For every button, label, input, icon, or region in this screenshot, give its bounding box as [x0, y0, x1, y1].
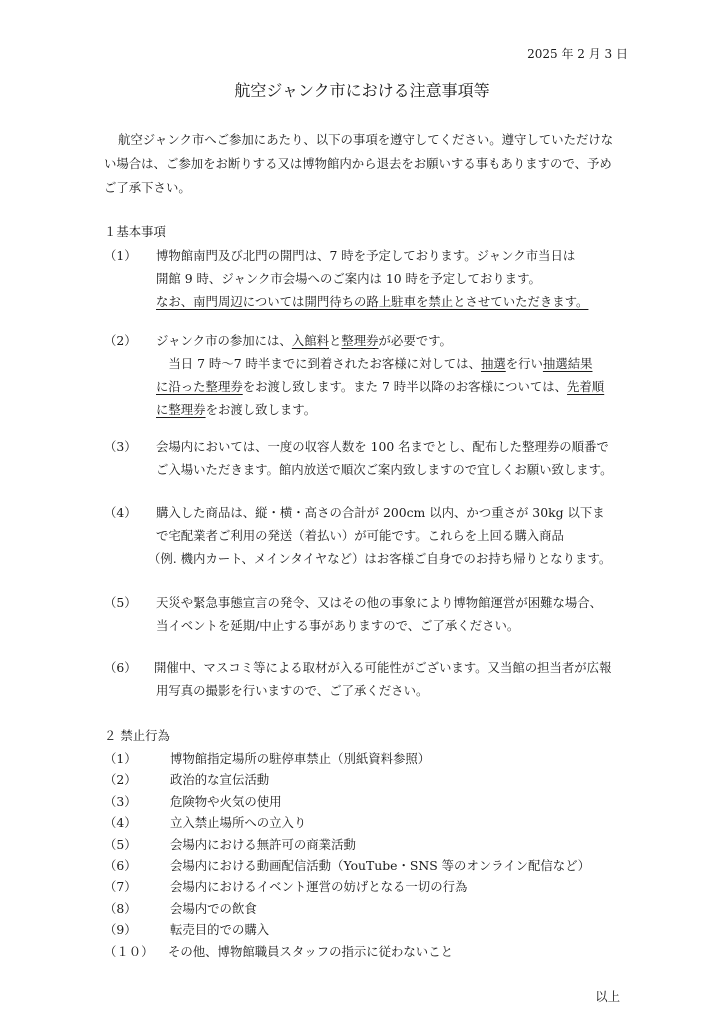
- section-1-item-line: [154, 658, 611, 676]
- section-2-item-text: 会場内におけるイベント運営の妨げとなる一切の行為: [170, 879, 468, 894]
- body-text: をお渡し致します。: [205, 402, 317, 417]
- section-2-heading: ２ 禁止行為: [104, 728, 170, 743]
- section-1-item-line: [156, 437, 609, 455]
- body-text: 博物館南門及び北門の開門は、7 時を予定しております。ジャンク市当日は: [156, 248, 576, 263]
- intro-line-3: ご了承下さい。: [104, 180, 191, 195]
- section-2-item-number: （6）: [104, 858, 137, 873]
- body-text: 会場内においては、一度の収容人数を 100 名までとし、配布した整理券の順番で: [156, 439, 609, 454]
- section-1-item-line: [156, 681, 428, 699]
- section-2-item-text: 会場内における無許可の商業活動: [170, 837, 356, 852]
- body-text: 天災や緊急事態宣言の発令、又はその他の事象により博物館運営が困難な場合、: [156, 595, 603, 610]
- section-2-item-number: （5）: [104, 837, 137, 852]
- body-text: 当イベントを延期/中止する事がありますので、ご了承ください。: [156, 618, 520, 633]
- section-2-item-number: （9）: [104, 922, 137, 937]
- underlined-text: 抽選結果: [542, 356, 593, 371]
- section-1-item-line: [156, 354, 592, 372]
- section-1-item-line: [156, 400, 316, 418]
- section-2-item-text: 会場内での飲食: [170, 901, 257, 916]
- underlined-text: に整理券: [156, 402, 206, 417]
- section-2-item-number: （4）: [104, 815, 137, 830]
- body-text: が必要です。: [378, 333, 452, 348]
- underlined-text: 先着順: [567, 379, 605, 394]
- section-2-item-text: 政治的な宣伝活動: [170, 772, 270, 787]
- document-date: 2025 年 2 月 3 日: [527, 47, 628, 61]
- section-1-item-line: [156, 593, 602, 611]
- section-1-item-number: （3）: [104, 439, 137, 454]
- body-text: ご入場いただきます。館内放送で順次ご案内致しますので宜しくお願い致します。: [156, 462, 613, 477]
- section-1-item-line: [156, 269, 541, 287]
- underlined-text: 入館料: [291, 333, 329, 348]
- section-1-item-line: [156, 246, 575, 264]
- body-text: で宅配業者ご利用の発送（着払い）が可能です。これらを上回る購入商品: [156, 528, 564, 543]
- intro-line-2: い場合は、ご参加をお断りする又は博物館内から退去をお願いする事もありますので、予め: [104, 156, 612, 171]
- underlined-text: 整理券: [341, 333, 379, 348]
- section-2-item-text: その他、博物館職員スタッフの指示に従わないこと: [168, 944, 453, 959]
- underlined-text: なお、南門周辺については開門待ちの路上駐車を禁止とさせていただきます。: [156, 294, 589, 309]
- section-2-item-text: 博物館指定場所の駐停車禁止（別紙資料参照）: [170, 751, 431, 766]
- underlined-text: 抽選: [480, 356, 506, 371]
- body-text: ジャンク市の参加には、: [156, 333, 292, 348]
- section-2-item-number: （１０）: [104, 944, 154, 959]
- section-1-item-line: [156, 616, 519, 634]
- underlined-text: に沿った整理券: [156, 379, 243, 394]
- section-2-item-number: （2）: [104, 772, 137, 787]
- section-2-item-text: 危険物や火気の使用: [170, 794, 282, 809]
- section-2-item-number: （7）: [104, 879, 137, 894]
- body-text: を行い: [505, 356, 543, 371]
- section-1-item-number: （6）: [104, 660, 137, 675]
- section-1-item-number: （5）: [104, 595, 137, 610]
- document-title: 航空ジャンク市における注意事項等: [234, 81, 490, 100]
- section-2-item-text: 立入禁止場所への立入り: [170, 815, 307, 830]
- intro-line-1: 航空ジャンク市へご参加にあたり、以下の事項を遵守してください。遵守していただけな: [118, 132, 614, 147]
- section-2-item-text: 会場内における動画配信活動（YouTube・SNS 等のオンライン配信など）: [170, 858, 590, 873]
- section-2-item-number: （8）: [104, 901, 137, 916]
- section-1-item-number: （4）: [104, 505, 137, 520]
- section-1-item-line: [148, 549, 611, 567]
- body-text: 開館 9 時、ジャンク市会場へのご案内は 10 時を予定しております。: [156, 271, 541, 286]
- body-text: をお渡し致します。また 7 時半以降のお客様については、: [242, 379, 568, 394]
- body-text: と: [328, 333, 342, 348]
- section-1-item-line: [156, 503, 605, 521]
- body-text: 用写真の撮影を行いますので、ご了承ください。: [156, 683, 429, 698]
- section-1-heading: １基本事項: [104, 224, 166, 239]
- section-1-item-line: [156, 460, 612, 478]
- section-1-item-line: [156, 292, 588, 310]
- section-1-item-number: （2）: [104, 333, 137, 348]
- section-1-item-line: [156, 377, 604, 395]
- section-2-item-number: （3）: [104, 794, 137, 809]
- body-text: （例. 機内カート、メインタイヤなど）はお客様ご自身でのお持ち帰りとなります。: [148, 551, 612, 566]
- body-text: 購入した商品は、縦・横・高さの合計が 200cm 以内、かつ重さが 30kg 以下ま: [156, 505, 605, 520]
- body-text: 開催中、マスコミ等による取材が入る可能性がございます。又当館の担当者が広報: [154, 660, 612, 675]
- closing-text: 以上: [595, 989, 620, 1004]
- section-2-item-text: 転売目的での購入: [170, 922, 270, 937]
- section-1-item-line: [156, 331, 452, 349]
- section-2-item-number: （1）: [104, 751, 137, 766]
- section-1-item-line: [156, 526, 564, 544]
- body-text: 当日 7 時～7 時半までに到着されたお客様に対しては、: [156, 356, 481, 371]
- section-1-item-number: （1）: [104, 248, 137, 263]
